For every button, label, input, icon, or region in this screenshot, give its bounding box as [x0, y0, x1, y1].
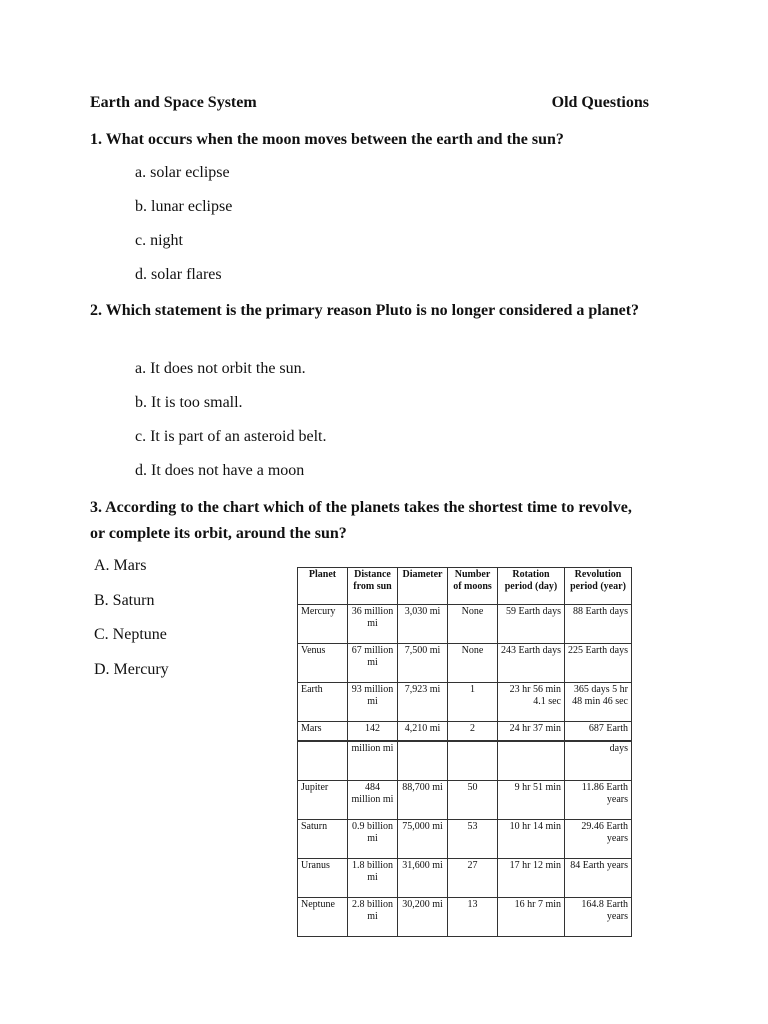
- table-cell: 29.46 Earth years: [565, 820, 632, 859]
- table-cell: Mars: [298, 722, 348, 742]
- table-cell: [498, 741, 565, 781]
- option: b. It is too small.: [135, 394, 243, 411]
- column-header: Rotation period (day): [498, 568, 565, 605]
- table-row: [298, 859, 632, 898]
- table-cell: 11.86 Earth years: [565, 781, 632, 820]
- table-cell: Uranus: [298, 859, 348, 898]
- question-2: 2. Which statement is the primary reason Pluto is no longer considered a planet?: [90, 302, 640, 319]
- table-cell: 243 Earth days: [498, 644, 565, 683]
- table-cell: 142: [348, 722, 398, 742]
- table-cell: 75,000 mi: [398, 820, 448, 859]
- question-1: 1. What occurs when the moon moves between the earth and the sun?: [90, 131, 564, 148]
- table-cell: 24 hr 37 min: [498, 722, 565, 742]
- option: c. It is part of an asteroid belt.: [135, 428, 327, 445]
- question-1-options: [135, 160, 232, 296]
- table-cell: 7,923 mi: [398, 683, 448, 722]
- table-cell: None: [448, 605, 498, 644]
- table-cell: None: [448, 644, 498, 683]
- table-cell: 1.8 billion mi: [348, 859, 398, 898]
- document-header: [90, 94, 649, 112]
- option: a. It does not orbit the sun.: [135, 360, 306, 377]
- table-cell: 31,600 mi: [398, 859, 448, 898]
- table-cell: 2.8 billion mi: [348, 898, 398, 937]
- table-cell: 67 million mi: [348, 644, 398, 683]
- table-cell: Venus: [298, 644, 348, 683]
- table-row: [298, 605, 632, 644]
- table-row: [298, 741, 632, 781]
- table-cell: 88,700 mi: [398, 781, 448, 820]
- option: d. It does not have a moon: [135, 462, 305, 479]
- table-cell: Neptune: [298, 898, 348, 937]
- table-row: [298, 722, 632, 742]
- table-cell: 17 hr 12 min: [498, 859, 565, 898]
- table-cell: [448, 741, 498, 781]
- table-cell: 53: [448, 820, 498, 859]
- table-cell: Earth: [298, 683, 348, 722]
- table-cell: 84 Earth years: [565, 859, 632, 898]
- option: B. Saturn: [94, 591, 155, 609]
- table-cell: 1: [448, 683, 498, 722]
- column-header: Distance from sun: [348, 568, 398, 605]
- question-3-options: [94, 554, 169, 692]
- table-cell: million mi: [348, 741, 398, 781]
- table-cell: 36 million mi: [348, 605, 398, 644]
- table-row: [298, 820, 632, 859]
- column-header: Revolution period (year): [565, 568, 632, 605]
- table-cell: 225 Earth days: [565, 644, 632, 683]
- table-cell: 50: [448, 781, 498, 820]
- table-cell: 7,500 mi: [398, 644, 448, 683]
- option: D. Mercury: [94, 660, 169, 678]
- table-cell: 484 million mi: [348, 781, 398, 820]
- table-row: [298, 781, 632, 820]
- option: A. Mars: [94, 557, 147, 574]
- table-row: [298, 898, 632, 937]
- table-cell: 30,200 mi: [398, 898, 448, 937]
- option: d. solar flares: [135, 266, 222, 283]
- table-cell: [398, 741, 448, 781]
- option: C. Neptune: [94, 626, 167, 643]
- table-cell: 88 Earth days: [565, 605, 632, 644]
- table-cell: 16 hr 7 min: [498, 898, 565, 937]
- table-cell: 93 million mi: [348, 683, 398, 722]
- table-cell: 164.8 Earth years: [565, 898, 632, 937]
- table-cell: Jupiter: [298, 781, 348, 820]
- table-row: [298, 683, 632, 722]
- option: c. night: [135, 232, 183, 249]
- table-cell: 13: [448, 898, 498, 937]
- table-cell: Mercury: [298, 605, 348, 644]
- table-cell: 3,030 mi: [398, 605, 448, 644]
- table-cell: days: [565, 741, 632, 781]
- table-cell: 0.9 billion mi: [348, 820, 398, 859]
- option: b. lunar eclipse: [135, 198, 233, 215]
- table-cell: Saturn: [298, 820, 348, 859]
- column-header: Number of moons: [448, 568, 498, 605]
- column-header: Planet: [298, 568, 348, 605]
- table-cell: 27: [448, 859, 498, 898]
- table-cell: 365 days 5 hr 48 min 46 sec: [565, 683, 632, 722]
- planet-table: [297, 567, 632, 937]
- column-header: Diameter: [398, 568, 448, 605]
- document-title: Earth and Space System: [90, 94, 257, 111]
- table-cell: 4,210 mi: [398, 722, 448, 742]
- table-row: [298, 644, 632, 683]
- question-2-options: [135, 356, 327, 492]
- table-cell: 687 Earth: [565, 722, 632, 742]
- question-3: 3. According to the chart which of the planets takes the shortest time to revolve, or complete its orbit, around the sun?: [90, 499, 632, 542]
- table-cell: 2: [448, 722, 498, 742]
- table-header-row: [298, 568, 632, 605]
- table-cell: [298, 741, 348, 781]
- table-cell: 23 hr 56 min 4.1 sec: [498, 683, 565, 722]
- table-cell: 59 Earth days: [498, 605, 565, 644]
- document-subtitle: Old Questions: [551, 94, 649, 111]
- table-cell: 10 hr 14 min: [498, 820, 565, 859]
- table-cell: 9 hr 51 min: [498, 781, 565, 820]
- option: a. solar eclipse: [135, 164, 230, 181]
